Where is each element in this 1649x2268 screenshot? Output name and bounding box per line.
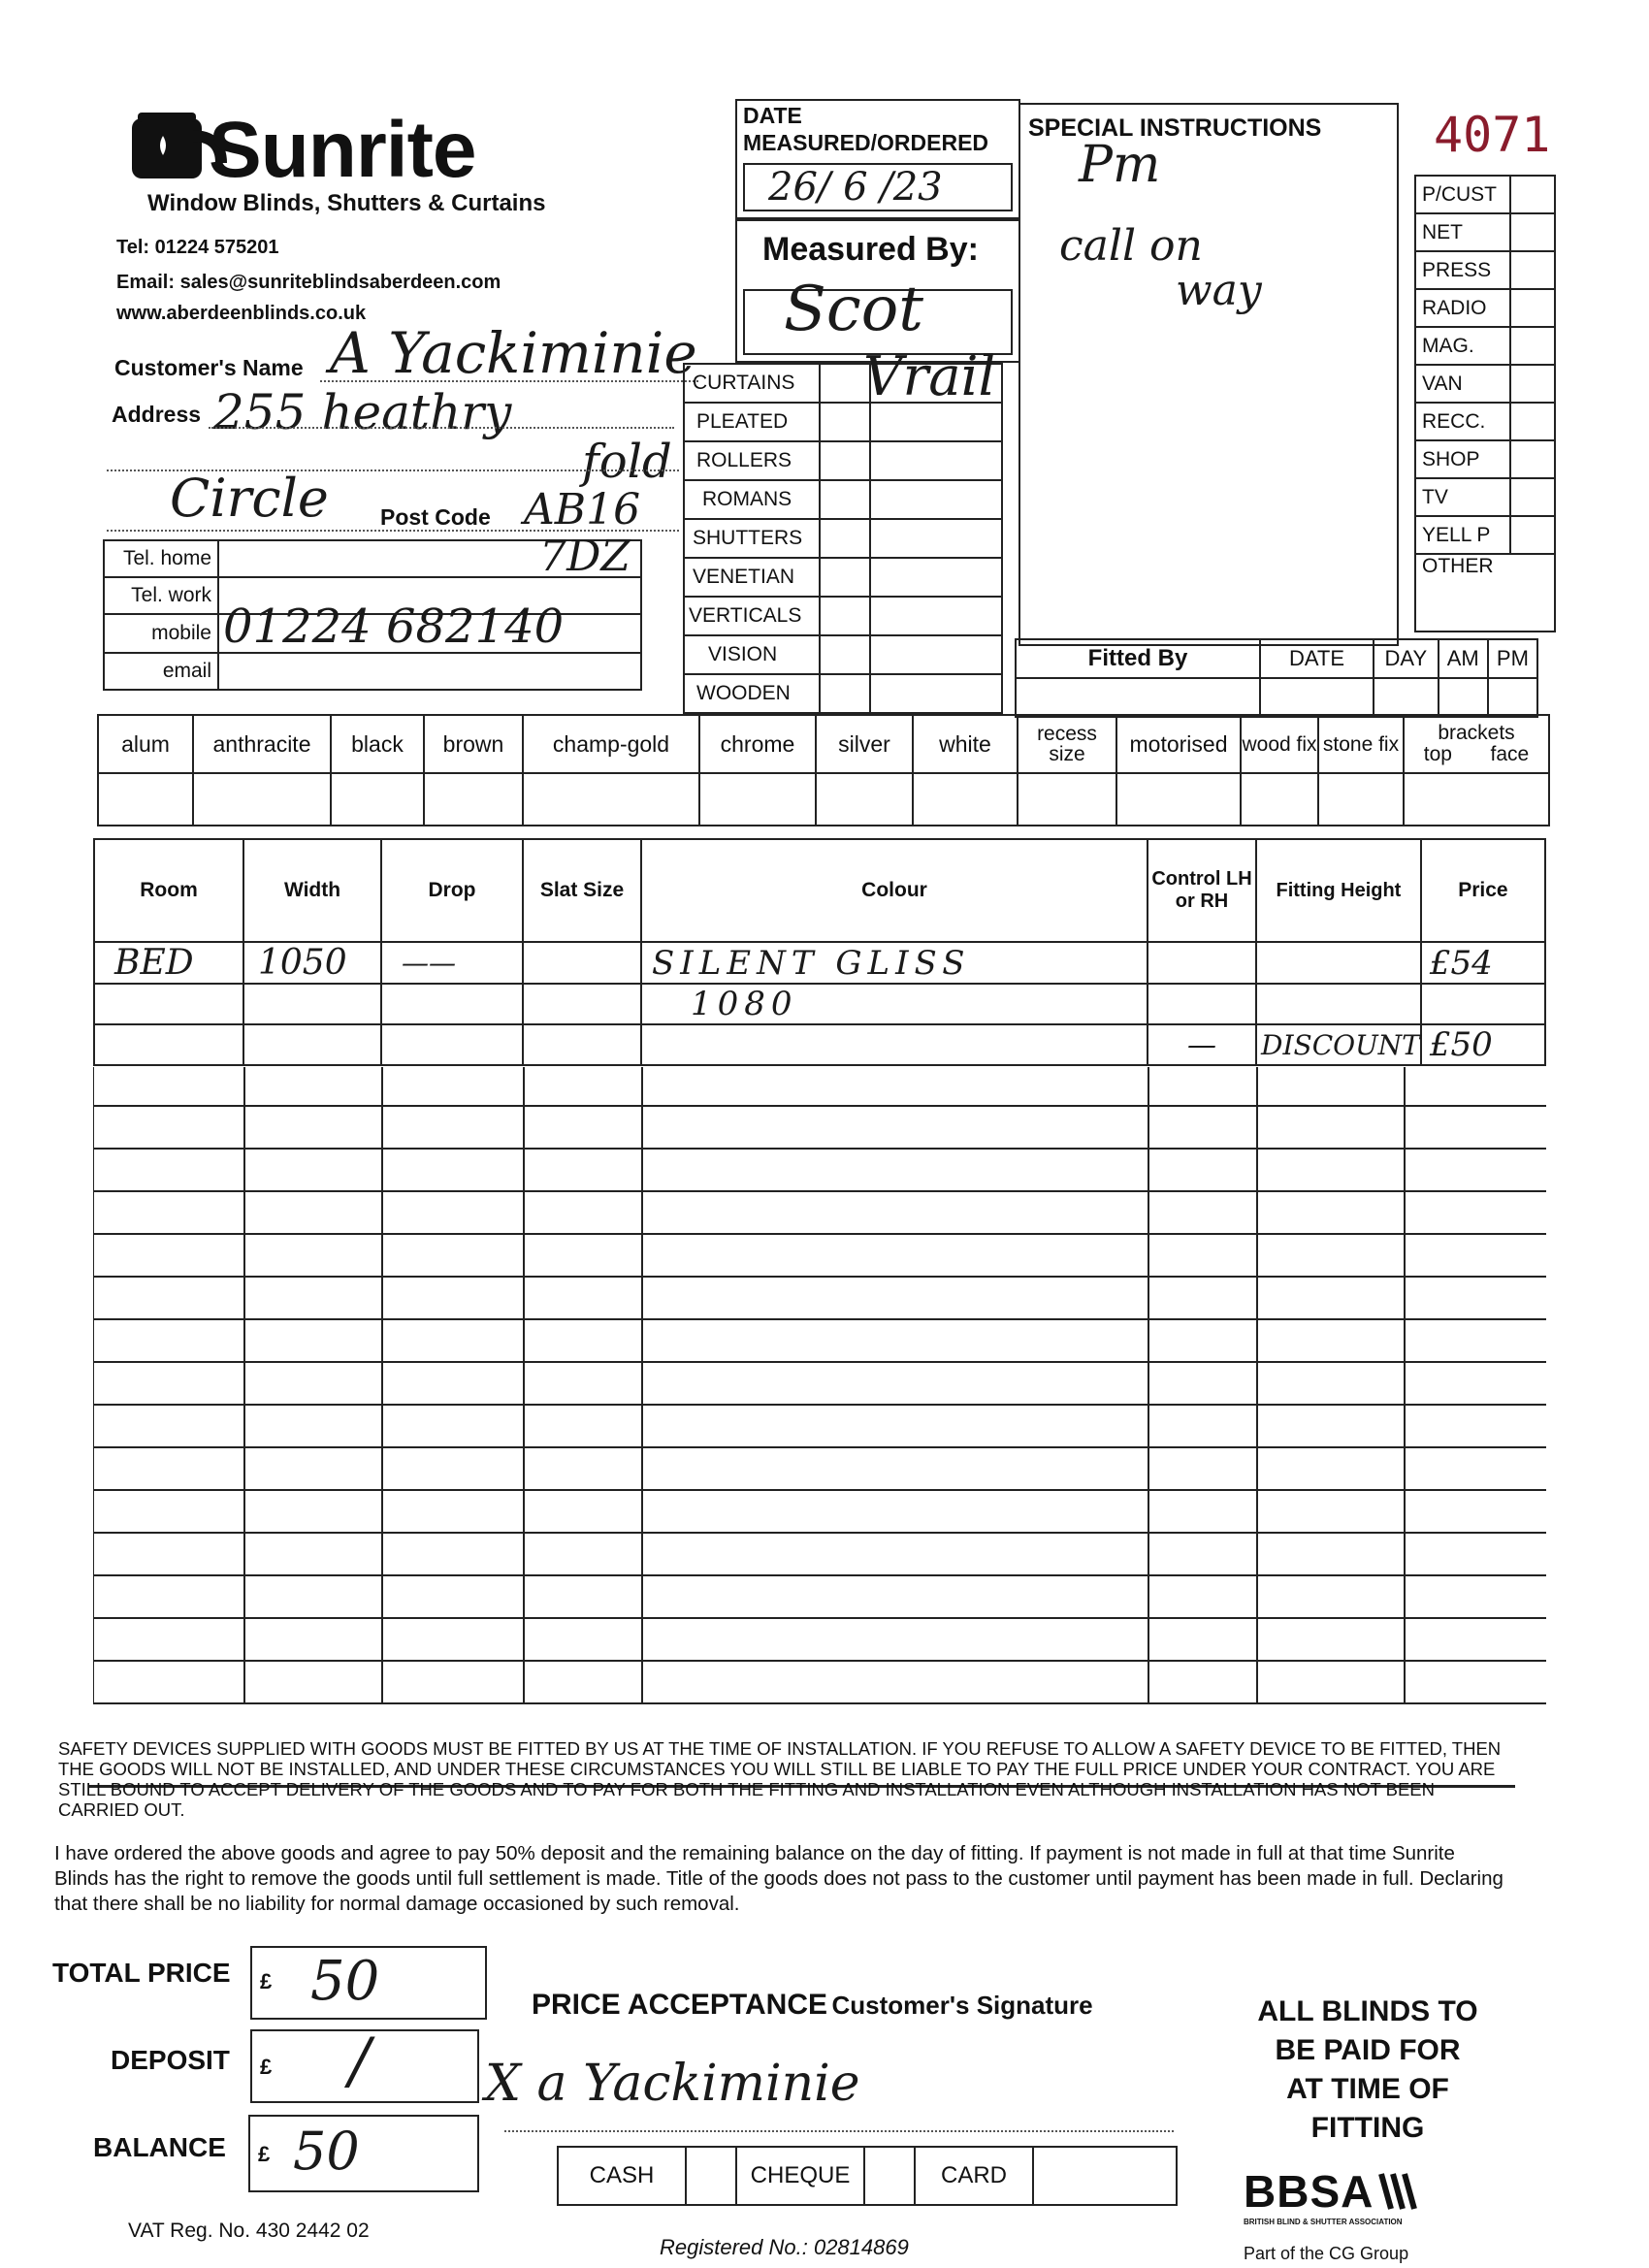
option-chrome-check[interactable] (699, 773, 816, 826)
col-colour: Colour (641, 839, 1148, 942)
brackets-label: brackets (1438, 722, 1515, 744)
row1-slat[interactable] (523, 942, 641, 984)
source-recc: RECC. (1415, 403, 1510, 440)
order-row (94, 1024, 1545, 1065)
row2-drop[interactable] (381, 984, 523, 1024)
source-net: NET (1415, 213, 1510, 251)
fitted-pm-field[interactable] (1488, 678, 1537, 717)
address-label: Address (112, 402, 202, 427)
product-venetian-a[interactable] (820, 558, 870, 597)
date-box (735, 99, 1020, 219)
col-room: Room (94, 839, 243, 942)
signature-line (504, 2130, 1174, 2132)
email-line: Email: sales@sunriteblindsaberdeen.com (116, 272, 501, 293)
fitted-am-label: AM (1439, 639, 1488, 678)
product-romans-a[interactable] (820, 480, 870, 519)
balance-value: 50 (293, 2121, 360, 2182)
product-shutters-a[interactable] (820, 519, 870, 558)
source-table (1414, 175, 1556, 632)
acceptance-sub: Customer's Signature (831, 1991, 1093, 2020)
product-pleated: PLEATED (684, 403, 820, 441)
source-mag: MAG. (1415, 327, 1510, 365)
row2-width[interactable] (243, 984, 381, 1024)
source-radio-check[interactable] (1510, 289, 1555, 327)
option-stone-fix: stone fix (1318, 715, 1404, 773)
row3-room[interactable] (94, 1024, 243, 1065)
option-anthracite: anthracite (193, 715, 331, 773)
fitted-day-label: DAY (1374, 639, 1439, 678)
customer-name-value: A Yackiminie (330, 320, 697, 386)
source-pcust-check[interactable] (1510, 176, 1555, 213)
date-label-1: DATE (743, 103, 802, 128)
row1-colour[interactable]: SILENT GLISS (641, 942, 1148, 984)
row1-drop[interactable]: —— (381, 942, 523, 984)
address-line1: 255 heathry (213, 384, 512, 440)
product-wooden: WOODEN (684, 674, 820, 713)
measured-by-value: Scot (784, 274, 923, 345)
product-verticals-a[interactable] (820, 597, 870, 635)
fitted-by-field[interactable] (1016, 678, 1260, 717)
payment-cash-check[interactable] (686, 2147, 736, 2205)
col-control: Control LH or RH (1148, 839, 1256, 942)
source-yellp: YELL P (1415, 516, 1510, 554)
product-shutters: SHUTTERS (684, 519, 820, 558)
special-instructions-label: SPECIAL INSTRUCTIONS (1028, 114, 1322, 142)
source-mag-check[interactable] (1510, 327, 1555, 365)
bbsa-stripes-icon (1374, 2170, 1422, 2213)
special-line2: call on (1059, 221, 1203, 271)
option-brackets (1404, 715, 1549, 773)
vat-number: VAT Reg. No. 430 2442 02 (128, 2219, 370, 2242)
bbsa-text: BBSA (1244, 2166, 1374, 2217)
col-width: Width (243, 839, 381, 942)
option-silver-check[interactable] (816, 773, 913, 826)
notice-line1: ALL BLINDS TO (1257, 1995, 1478, 2027)
payment-card-check[interactable] (1033, 2147, 1177, 2205)
notice-line4: FITTING (1310, 2112, 1425, 2144)
option-alum: alum (98, 715, 193, 773)
product-type-table (683, 363, 1003, 714)
terms-safety: SAFETY DEVICES SUPPLIED WITH GOODS MUST BE FITTED BY US AT THE TIME OF INSTALLATION. IF YOU REFUSE TO ALLOW A SAFETY DEVICE TO BE FITTED, THEN THE GOODS WILL NOT BE INSTALLED, AND UNDER THESE CIRCUMSTANCES YOU WILL STILL BE LIABLE TO PAY THE FULL PRICE UNDER YOUR CONTRACT. YOU ARE STILL BOUND TO ACCEPT DELIVERY OF THE GOODS AND TO PAY FOR BOTH THE FITTING AND INSTALLATION EVEN ALTHOUGH INSTALLATION HAS NOT BEEN CARRIED OUT. (58, 1738, 1502, 1820)
date-value: 26/ 6 /23 (768, 165, 943, 210)
acceptance-title (532, 1989, 1093, 2022)
option-white: white (913, 715, 1018, 773)
payment-card-label: CARD (915, 2147, 1033, 2205)
measured-by-label: Measured By: (762, 231, 979, 268)
option-brown: brown (424, 715, 523, 773)
registered-number: Registered No.: 02814869 (660, 2235, 909, 2259)
option-wood-fix: wood fix (1241, 715, 1318, 773)
product-romans: ROMANS (684, 480, 820, 519)
balance-label: BALANCE (93, 2132, 226, 2162)
tel-work-label: Tel. work (104, 577, 218, 614)
row1-price[interactable]: £54 (1421, 942, 1545, 984)
product-verticals: VERTICALS (684, 597, 820, 635)
option-black: black (331, 715, 424, 773)
row3-price[interactable]: £50 (1421, 1024, 1545, 1065)
deposit-label: DEPOSIT (111, 2045, 230, 2075)
source-tv: TV (1415, 478, 1510, 516)
source-yellp-check[interactable] (1510, 516, 1555, 554)
product-pleated-b[interactable] (870, 403, 1002, 441)
brackets-face: face (1490, 743, 1530, 765)
product-rollers-a[interactable] (820, 441, 870, 480)
address-dotted-1 (209, 427, 674, 429)
customer-name-label: Customer's Name (114, 355, 304, 380)
source-shop-check[interactable] (1510, 440, 1555, 478)
row2-slat[interactable] (523, 984, 641, 1024)
tel-home-field[interactable] (218, 532, 641, 581)
option-wood-fix-check[interactable] (1241, 773, 1318, 826)
terms-deposit: I have ordered the above goods and agree to pay 50% deposit and the remaining balance on the day of fitting. If payment is not made in full at that time Sunrite Blinds has the right to remove the goods until full settlement is made. Title of the goods does not pass to the customer until payment has been made in full. Declaring that there shall be no liability for normal damage occasioned by such removal. (54, 1842, 1504, 1915)
bbsa-sub: BRITISH BLIND & SHUTTER ASSOCIATION (1244, 2218, 1403, 2226)
option-alum-check[interactable] (98, 773, 193, 826)
mobile-field[interactable] (218, 599, 641, 654)
contact-table (103, 532, 642, 691)
bbsa-part: Part of the CG Group (1244, 2244, 1409, 2263)
total-price-label: TOTAL PRICE (52, 1958, 231, 1988)
option-brown-check[interactable] (424, 773, 523, 826)
option-silver: silver (816, 715, 913, 773)
source-radio: RADIO (1415, 289, 1510, 327)
product-rollers: ROLLERS (684, 441, 820, 480)
fitted-day-field[interactable] (1374, 678, 1439, 717)
payment-cheque-check[interactable] (864, 2147, 915, 2205)
fitted-by-label: Fitted By (1016, 639, 1260, 678)
option-stone-fix-check[interactable] (1318, 773, 1404, 826)
total-price-field[interactable] (250, 1946, 487, 2020)
product-vision-a[interactable] (820, 635, 870, 674)
option-champ-gold: champ-gold (523, 715, 699, 773)
row3-control[interactable]: — (1148, 1024, 1256, 1065)
fitted-am-field[interactable] (1439, 678, 1488, 717)
product-venetian: VENETIAN (684, 558, 820, 597)
source-recc-check[interactable] (1510, 403, 1555, 440)
option-brackets-check[interactable] (1404, 773, 1549, 826)
email-label: email (104, 653, 218, 690)
customer-name-line (320, 380, 698, 382)
postcode-value2: 7DZ (539, 532, 630, 581)
product-romans-b[interactable] (870, 480, 1002, 519)
option-black-check[interactable] (331, 773, 424, 826)
address-line2: fold (582, 435, 672, 489)
options-table (97, 714, 1550, 826)
special-line1: Pm (1079, 136, 1161, 194)
row1-width[interactable]: 1050 (243, 942, 381, 984)
web-line: www.aberdeenblinds.co.uk (116, 303, 367, 324)
row2-control[interactable] (1148, 984, 1256, 1024)
option-motorised: motorised (1116, 715, 1241, 773)
payment-cheque-label: CHEQUE (736, 2147, 864, 2205)
product-curtains: CURTAINS (684, 364, 820, 403)
option-champ-gold-check[interactable] (523, 773, 699, 826)
deposit-value: / (349, 2025, 371, 2097)
product-mark: Vrail (863, 345, 996, 408)
product-pleated-a[interactable] (820, 403, 870, 441)
col-slat-size: Slat Size (523, 839, 641, 942)
product-wooden-b[interactable] (870, 674, 1002, 713)
deposit-field[interactable] (250, 2025, 479, 2103)
product-shutters-b[interactable] (870, 519, 1002, 558)
row2-fitting[interactable] (1256, 984, 1421, 1024)
email-field[interactable] (218, 653, 641, 690)
option-motorised-check[interactable] (1116, 773, 1241, 826)
deposit-currency: £ (260, 2055, 273, 2079)
acceptance-label: PRICE ACCEPTANCE (532, 1989, 828, 2021)
total-price-value: 50 (310, 1950, 380, 2013)
tagline: Window Blinds, Shutters & Curtains (147, 190, 546, 216)
source-shop: SHOP (1415, 440, 1510, 478)
source-pcust: P/CUST (1415, 176, 1510, 213)
fitted-by-table (1015, 638, 1538, 718)
balance-field[interactable] (248, 2115, 479, 2192)
product-wooden-a[interactable] (820, 674, 870, 713)
payment-cash-label: CASH (558, 2147, 686, 2205)
col-drop: Drop (381, 839, 523, 942)
col-price: Price (1421, 839, 1545, 942)
mobile-value: 01224 682140 (223, 599, 565, 654)
source-tv-check[interactable] (1510, 478, 1555, 516)
source-other: OTHER (1415, 554, 1555, 632)
fitted-pm-label: PM (1488, 639, 1537, 678)
product-vision-b[interactable] (870, 635, 1002, 674)
fitted-date-field[interactable] (1260, 678, 1374, 717)
order-empty-rows (93, 1067, 1546, 1736)
row3-fitting[interactable]: DISCOUNT (1256, 1024, 1421, 1065)
form-number: 4071 (1434, 107, 1551, 163)
col-fitting-height: Fitting Height (1256, 839, 1421, 942)
date-field[interactable] (743, 163, 1013, 211)
tel-home-label: Tel. home (104, 540, 218, 577)
product-verticals-b[interactable] (870, 597, 1002, 635)
product-vision: VISION (684, 635, 820, 674)
source-net-check[interactable] (1510, 213, 1555, 251)
tel-line: Tel: 01224 575201 (116, 237, 279, 258)
address-line3: Circle (170, 468, 329, 529)
option-anthracite-check[interactable] (193, 773, 331, 826)
source-van: VAN (1415, 365, 1510, 403)
row1-control[interactable] (1148, 942, 1256, 984)
fitted-date-label: DATE (1260, 639, 1374, 678)
postcode-label: Post Code (380, 504, 491, 530)
special-instructions-box (1018, 103, 1399, 646)
total-currency: £ (260, 1969, 273, 1993)
row1-fitting[interactable] (1256, 942, 1421, 984)
measured-by-box (735, 219, 1020, 363)
order-table (93, 838, 1546, 1066)
payment-notice (1203, 1993, 1533, 2148)
special-line3: way (1176, 266, 1262, 315)
customer-signature[interactable]: X a Yackiminie (485, 2055, 860, 2113)
postcode-value: AB16 (524, 485, 641, 535)
row3-drop[interactable] (381, 1024, 523, 1065)
option-chrome: chrome (699, 715, 816, 773)
mobile-label: mobile (104, 614, 218, 653)
row2-colour[interactable]: 1080 (641, 984, 1148, 1024)
option-white-check[interactable] (913, 773, 1018, 826)
option-recess-size: recess size (1018, 715, 1116, 773)
source-press: PRESS (1415, 251, 1510, 289)
notice-line3: AT TIME OF (1286, 2073, 1449, 2105)
payment-table (557, 2146, 1178, 2206)
notice-line2: BE PAID FOR (1275, 2034, 1461, 2066)
order-row (94, 984, 1545, 1024)
brackets-top: top (1423, 743, 1452, 765)
product-rollers-b[interactable] (870, 441, 1002, 480)
product-venetian-b[interactable] (870, 558, 1002, 597)
row2-price[interactable] (1421, 984, 1545, 1024)
row3-slat[interactable] (523, 1024, 641, 1065)
row3-width[interactable] (243, 1024, 381, 1065)
brand-name: Sunrite (209, 106, 476, 194)
bbsa-logo (1244, 2165, 1496, 2264)
source-van-check[interactable] (1510, 365, 1555, 403)
order-grid-lines (93, 1067, 1546, 1736)
source-press-check[interactable] (1510, 251, 1555, 289)
row1-room[interactable]: BED (94, 942, 243, 984)
option-recess-check[interactable] (1018, 773, 1116, 826)
order-row (94, 942, 1545, 984)
row2-room[interactable] (94, 984, 243, 1024)
balance-currency: £ (258, 2142, 271, 2166)
date-label-2: MEASURED/ORDERED (743, 130, 989, 155)
row3-colour[interactable] (641, 1024, 1148, 1065)
